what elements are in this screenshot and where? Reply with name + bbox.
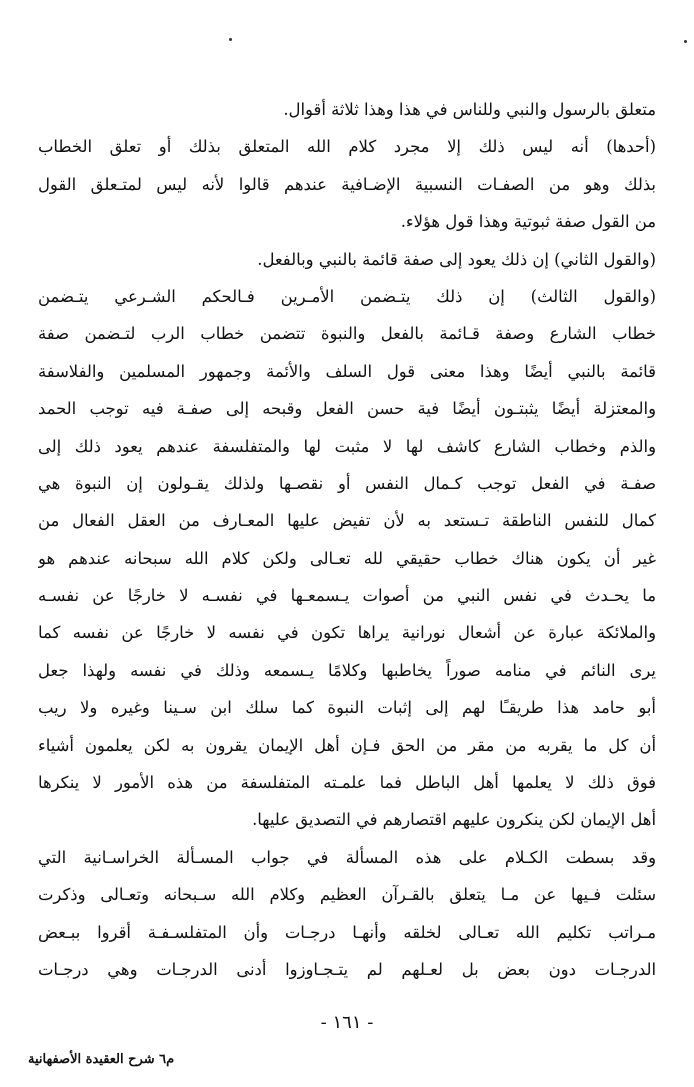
ink-speck [684, 40, 687, 43]
text-line: مـراتب تكليم الله تعـالى لخلقه وأنهـا درجـات وأن المتفلسـفـة أقروا ببـعض [38, 922, 656, 942]
text-line: صفـة في الفعل توجب كـمال النفس أو نقصـها ولذلك يقـولون إن النبوة هي [38, 473, 656, 493]
text-line: فوق ذلك لا يعلمها أهل الباطل فما علمـته المتفلسفة من هذه الأمور لا ينكرها [38, 773, 656, 793]
text-line: سئلت فـيها عن مـا يتعلق بالقـرآن العظيم وكلام الله سـبحانه وتعـالى وذكرت [38, 885, 656, 905]
text-line: (والقول الثالث) إن ذلك يتـضمن الأمـرين فـالحكم الشـرعي يتـضمن [38, 286, 656, 306]
text-line: خطاب الشارع وصفة قـائمة بالفعل والنبوة تتضمن خطاب الرب لتـضمن صفة [38, 324, 656, 344]
text-line: يرى النائم في منامه صوراً يخاطبها وكلامًا يـسمعه وذلك في نفسه ولهذا جعل [38, 660, 656, 680]
text-line: قائمة بالنبي أيضًا وهذا معنى قول السلف والأئمة وجمهور المسلمين والفلاسفة [38, 361, 656, 381]
text-line: متعلق بالرسول والنبي وللناس في هذا وهذا ثلاثة أقوال. [283, 100, 656, 119]
text-line: وقد بسطت الكـلام على هذه المسألة في جواب المسـألة الخراسـانية التي [38, 847, 656, 867]
text-line: والذم وخطاب الشارع كاشف لها لا مثبت لها والمتفلسفة عندهم يعود ذلك إلى [38, 436, 656, 456]
text-line: (أحدها) أنه ليس ذلك إلا مجرد كلام الله المتعلق بذلك أو تعلق الخطاب [38, 137, 656, 157]
body-text [38, 91, 656, 988]
ink-speck [229, 38, 232, 41]
text-line: والملائكة عبارة عن أشعال نورانية يراها تكون في نفسه لا خارجًا عن نفسه كما [38, 623, 656, 643]
text-line: كمال للنفس الناطقة تـستعد به لأن تفيض عليها المعـارف من العقل الفعال من [38, 511, 656, 531]
book-footer: م٦ شرح العقيدة الأصفهانية [28, 1052, 175, 1067]
text-line: من القول صفة ثبوتية وهذا قول هؤلاء. [400, 212, 656, 232]
text-line: أن كل ما يقربه من مقر من الحق فـإن أهل الإيمان يقرون به لكن يعلمون أشياء [38, 735, 656, 755]
text-line: ما يحـدث في نفس النبي من أصوات يـسمعـها في نفسـه لا خارجًا عن نفسـه [38, 586, 656, 606]
text-line: أبو حامد هذا طريقـًا لهم إلى إثبات النبوة كما سلك ابن سـينا وغيره ولا ريب [38, 698, 656, 718]
text-line: والمعتزلة أيضًا يثبتـون أيضًا فية حسن الفعل وقبحه إلى صفـة فيه توجب الحمد [38, 399, 656, 419]
text-line: أهل الإيمان لكن ينكرون عليهم اقتصارهم في التصديق عليها. [252, 810, 656, 830]
text-line: (والقول الثاني) إن ذلك يعود إلى صفة قائمة بالنبي وبالفعل. [257, 249, 656, 269]
text-line: بذلك وهو من الصفـات النسبية الإضـافية عندهم قالوا لأنه ليس لمتـعلق القول [38, 174, 656, 194]
text-line: غير أن يكون هناك خطاب حقيقي لله تعـالى ولكن كلام الله سبحانه عندهم هو [38, 548, 656, 568]
text-line: الدرجـات دون بعض بل لعـلهم لم يتـجـاوزوا أدنى الدرجـات وهي درجـات [38, 959, 656, 979]
page-number: - ١٦١ - [320, 1012, 374, 1033]
